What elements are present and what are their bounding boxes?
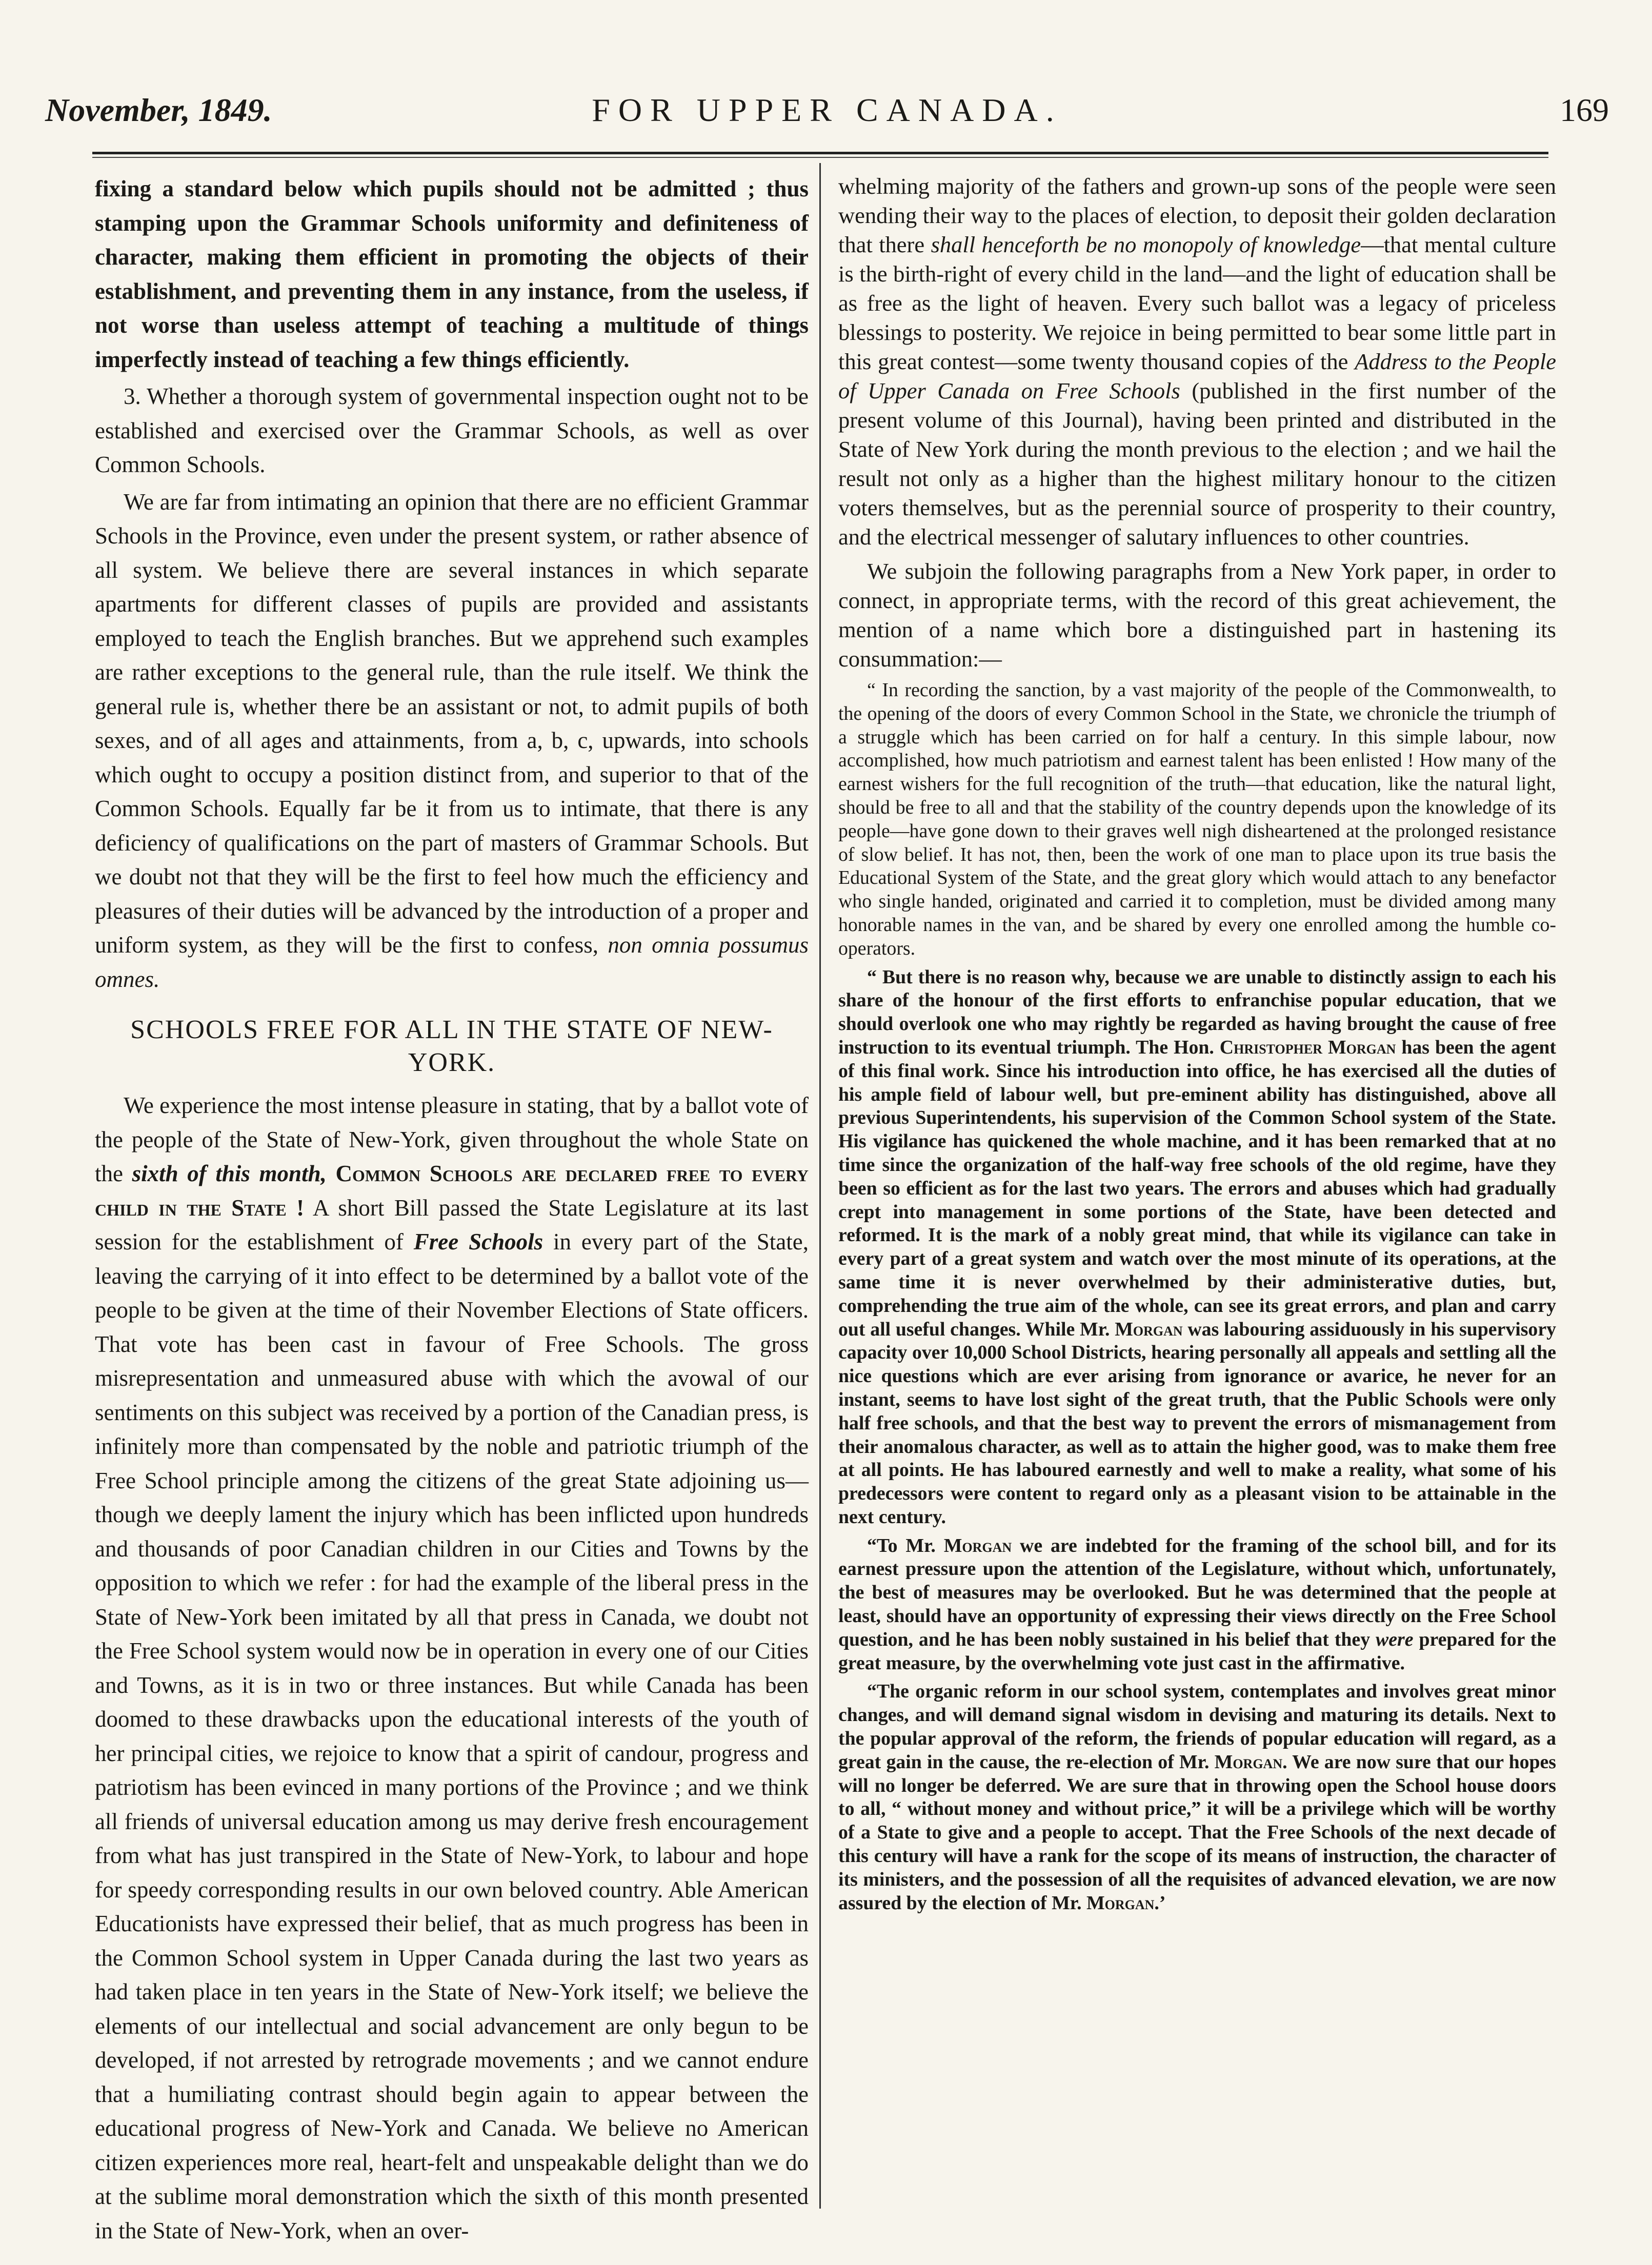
quote-recording-sanction: “ In recording the sanction, by a vast majority of the people of the Commonwealth, to the opening of the doors of every Common School in the State, we chronicle the triumph of a struggle which has been carried on for half a century. In this simple labour, now accomplished, how much patriotism and earnest talent has been enlisted ! How many of the earnest wishers for the full recognition of the truth—that education, like the natural light, should be free to all and that the stability of the country depends upon the knowledge of its people—have gone down to their graves well nigh disheartened at the prolonged resistance of slow belief. It has not, then, been the work of one man to place upon its true basis the Educational System of the State, and the great glory which would attach to any benefactor who single handed, originated and carried it to completion, must be divided among many honorable names in the van, and be shared by every one enrolled among the humble co-operators. <box>838 679 1556 959</box>
quote-text: “ But there is no reason why, because we are unable to distinctly assign to each his share of the honour of the first efforts to enfranchise popular education, that we should overlook one who may rightly be regarded as having brought the cause of free instruction to its eventual triumph. The Hon. <box>838 966 1556 1058</box>
paragraph-text: —that mental culture is the birth-right of every child in the land—and the light of education shall be as free as the light of heaven. Every such ballot was a legacy of priceless blessings to posterity. We rejoice in being permitted to bear some little part in this great contest—some twenty thousand copies of the <box>838 232 1556 374</box>
emphasis-monopoly: shall henceforth be no monopoly of knowledge <box>931 232 1361 257</box>
paragraph-text: whelming majority of the fathers and grown-up sons of the people were seen wending their way to the places of election, to deposit their golden declaration that there <box>838 173 1556 257</box>
name-christopher-morgan: Christopher Morgan <box>1219 1036 1396 1058</box>
quote-text: was labouring assiduously in his supervisory capacity over 10,000 School Districts, hearing personally all appeals and settling all the nice questions which are ever arising from ignorance or avarice, he never for an instant, seems to have lost sight of the great truth, that the Public Schools were only half free schools, and that the best way to prevent the errors of mismanagement from their anomalous character, as well as to attain the higher good, was to make them free at all points. He has laboured earnestly and well to make a reality, what some of his predecessors were content to regard only as a pleasant vision to be attainable in the next century. <box>838 1318 1557 1528</box>
name-morgan: Morgan. <box>1214 1751 1287 1773</box>
journal-running-title: FOR UPPER CANADA. <box>592 92 1062 128</box>
page-header <box>45 91 1609 158</box>
quote-text: we are indebted for the framing of the school bill, and for its earnest pressure upon the attention of the Legislature, without which, unfortunately, the best of measures may be overlooked. But he was determined that the people at least, should have an opportunity of expressing their views directly on the Free School question, and he has been nobly sustained in his belief that they <box>838 1534 1557 1650</box>
paragraph-inspection: 3. Whether a thorough system of governmental inspection ought not to be established and exercised over the Grammar Schools, as well as over Common Schools. <box>95 383 809 477</box>
quote-text: We are now sure that our hopes will no longer be deferred. We are sure that in throwing open the School house doors to all, “ without money and without price,” it will be a privilege which will be worthy of a State to give and a people to accept. That the Free Schools of the next decade of this century will have a rank for the scope of its means of instruction, the character of its ministers, and the possession of all the requisites of advanced elevation, we are now assured by the election of Mr. <box>838 1751 1557 1914</box>
quote-to-mr-morgan <box>838 1534 1556 1675</box>
emphasis-address-title: Address to the People of Upper Canada on Free Schools <box>838 349 1556 403</box>
paragraph-text: in every part of the State, leaving the carrying of it into effect to be determined by a ballot vote of the people to be given at the time of their November Elections of State officers. That vote has been cast in favour of Free Schools. The gross misrepresentation and unmeasured abuse with which the avowal of our sentiments on this subject was received by a portion of the Canadian press, is infinitely more than compensated by the noble and patriotic triumph of the Free School principle among the citizens of the great State adjoining us—though we deeply lament the injury which has been inflicted upon hundreds and thousands of poor Canadian children in our Cities and Towns by the opposition to which we refer : for had the example of the liberal press in the State of New-York been imitated by all that press in Canada, we doubt not the Free School system would now be in operation in every one of our Cities and Towns, as it is in two or three instances. But while Canada has been doomed to these drawbacks upon the educational interests of the youth of her principal cities, we rejoice to know that a spirit of candour, progress and patriotism has been evinced in many portions of the Province ; and we think all friends of universal education among us may derive fresh encouragement from what has just transpired in the State of New-York, to labour and hope for speedy corresponding results in our own beloved country. Able American Educationists have expressed their belief, that as much progress has been in the Common School system in Upper Canada during the last two years as had taken place in ten years in the State of New-York itself; we believe the elements of our intellectual and social advancement are only begun to be developed, if not arrested by retrograde movements ; and we cannot endure that a humiliating contrast should begin again to appear between the educational progress of New-York and Canada. We believe no American citizen experiences more real, heart-felt and unspeakable delight than we do at the sublime moral demonstration which the sixth of this month presented in the State of New-York, when an over- <box>95 1229 809 2243</box>
quote-text: “The organic reform in our school system, contemplates and involves great minor changes, and will demand signal wisdom in devising and maturing its details. Next to the popular approval of the reform, the friends of popular education will regard, as a great gain in the cause, the re-election of Mr. <box>838 1681 1556 1773</box>
paragraph-grammar-standard <box>95 172 809 376</box>
paragraph-free-schools-announcement <box>95 1088 809 2248</box>
small-caps-declaration: Common Schools are declared free to every child in the State ! <box>95 1161 809 1221</box>
quote-no-reason <box>838 966 1556 1529</box>
closing-quote-mark: ’ <box>1159 1892 1166 1914</box>
issue-date: November, 1849. <box>45 92 272 128</box>
name-morgan: Morgan <box>943 1534 1012 1556</box>
quote-text: “To Mr. <box>867 1534 936 1556</box>
paragraph-text: fixing a standard below which pupils should not be admitted ; thus stamping upon the Grammar Schools uniformity and definiteness of character, making them efficient in promoting the objects of their establishment, and preventing them in any instance, from the useless, if not worse than useless attempt of teaching a multitude of things imperfectly instead of teaching a few things efficiently. <box>95 176 809 372</box>
paragraph-text: (published in the first number of the present volume of this Journal), having been printed and distributed in the State of New York during the month previous to the election ; and we hail the result not only as a higher than the highest military honour to the citizen voters themselves, but as the perennial source of prosperity to their country, and the electrical messenger of salutary influences to other countries. <box>838 378 1556 550</box>
right-column <box>838 172 1556 1915</box>
paragraph-text: We experience the most intense pleasure in stating, that by a ballot vote of the people of the State of New-York, given throughout the whole State on the <box>95 1093 809 1186</box>
emphasis-free-schools: Free Schools <box>413 1229 543 1255</box>
header-rule <box>92 152 1548 154</box>
quote-text: has been the agent of this final work. Since his introduction into office, he has exercised all the duties of his ample field of labour well, but pre-eminent ability has distinguished, above all previous Superintendents, his supervision of the Common School system of the State. His vigilance has quickened the whole machine, and it has been remarked that at no time since the organization of the half-way free schools of the old regime, have they been so efficient as for the last two years. The errors and abuses which had gradually crept into management in some portions of the State, have been detected and reformed. It is the mark of a nobly great mind, that while its vigilance can take in every part of a great system and watch over the most minute of its operations, at the same time it is never overwhelmed by their administerative duties, but, comprehending the true aim of the whole, can see its great errors, and plan and carry out all useful changes. While Mr. <box>838 1036 1557 1340</box>
column-divider <box>819 163 821 2209</box>
quote-text: prepared for the great measure, by the overwhelming vote just cast in the affirmative. <box>838 1628 1556 1674</box>
paragraph-subjoin: We subjoin the following paragraphs from a New York paper, in order to connect, in appropriate terms, with the record of this great achievement, the mention of a name which bore a distinguished part in hastening its consummation:— <box>838 558 1556 672</box>
emphasis-date: sixth of this month, <box>132 1161 327 1186</box>
header-rule-thin <box>92 157 1548 158</box>
left-column <box>95 172 809 2248</box>
page-number: 169 <box>1560 92 1609 128</box>
section-heading: SCHOOLS FREE FOR ALL IN THE STATE OF NEW-YORK. <box>130 1015 773 1077</box>
name-morgan: Morgan <box>1115 1318 1183 1340</box>
paragraph-majority <box>838 172 1556 552</box>
emphasis-were: were <box>1376 1628 1414 1650</box>
quote-organic-reform <box>838 1680 1556 1915</box>
paragraph-efficient-schools <box>95 485 809 997</box>
paragraph-text: A short Bill passed the State Legislature at its last session for the establishment of <box>95 1195 809 1255</box>
latin-quote: non omnia possumus omnes. <box>95 932 809 992</box>
name-morgan: Morgan. <box>1086 1892 1159 1914</box>
paragraph-text: We are far from intimating an opinion that there are no efficient Grammar Schools in the Province, even under the present system, or rather absence of all system. We believe there are several instances in which separate apartments for different classes of pupils are provided and assistants employed to teach the English branches. But we apprehend such examples are rather exceptions to the general rule, than the rule itself. We think the general rule is, whether there be an assistant or not, to admit pupils of both sexes, and of all ages and attainments, from a, b, c, upwards, into schools which ought to occupy a position distinct from, and superior to that of the Common Schools. Equally far be it from us to intimate, that there is any deficiency of qualifications on the part of masters of Grammar Schools. But we doubt not that they will be the first to feel how much the efficiency and pleasures of their duties will be advanced by the introduction of a proper and uniform system, as they will be the first to confess, <box>95 489 809 958</box>
